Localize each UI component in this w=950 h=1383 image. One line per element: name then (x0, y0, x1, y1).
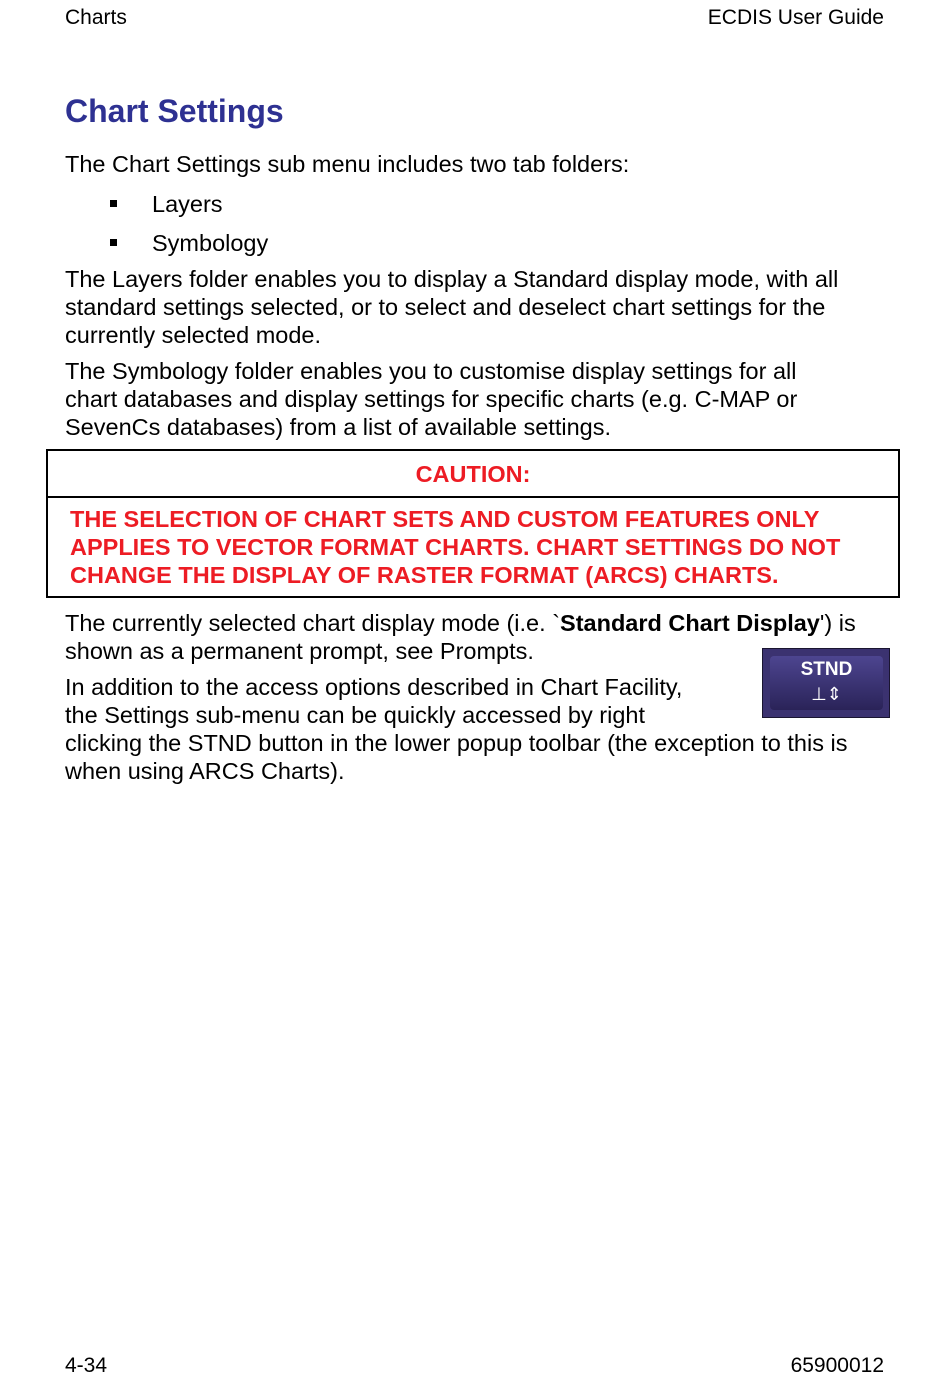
intro-paragraph: The Chart Settings sub menu includes two tab folders: (65, 151, 630, 177)
header-section-label: Charts (65, 6, 127, 29)
bullet-label: Layers (152, 191, 223, 217)
header-document-title: ECDIS User Guide (707, 6, 884, 29)
access-paragraph-rest: clicking the STND button in the lower popup toolbar (the exception to this is when using ARCS Charts). (65, 730, 848, 784)
access-paragraph-line2: the Settings sub-menu can be quickly accessed by right (65, 702, 645, 728)
square-bullet-icon (110, 200, 117, 207)
caution-heading: CAUTION: (48, 451, 898, 498)
page-number: 4-34 (65, 1354, 108, 1377)
page-title: Chart Settings (65, 93, 284, 129)
access-paragraph-line1: In addition to the access options described in Chart Facility, (65, 674, 683, 700)
document-number: 65900012 (790, 1354, 884, 1377)
display-mode-name: Standard Chart Display (560, 610, 820, 636)
depth-arrows-icon: ⊥⇕ (811, 684, 842, 704)
caution-box (46, 449, 900, 598)
bullet-item-layers (110, 190, 223, 218)
bullet-label: Symbology (152, 230, 269, 256)
display-mode-text-after: ') is shown as a permanent prompt, see Prompts. (65, 610, 856, 664)
stnd-button-label: STND (800, 659, 853, 680)
display-mode-text-before: The currently selected chart display mode (i.e. ` (65, 610, 561, 636)
bullet-item-symbology (110, 229, 268, 257)
caution-text: THE SELECTION OF CHART SETS AND CUSTOM FEATURES ONLY APPLIES TO VECTOR FORMAT CHARTS. CHART SETTINGS DO NOT CHANGE THE DISPLAY OF RASTER FORMAT (ARCS) CHARTS. (70, 506, 841, 588)
stnd-button-image (762, 648, 890, 718)
layers-paragraph: The Layers folder enables you to display a Standard display mode, with all standard settings selected, or to select and deselect chart settings for the currently selected mode. (65, 266, 839, 348)
symbology-paragraph: The Symbology folder enables you to customise display settings for all chart databases and display settings for specific charts (e.g. C-MAP or SevenCs databases) from a list of available settings. (65, 358, 798, 440)
square-bullet-icon (110, 239, 117, 246)
